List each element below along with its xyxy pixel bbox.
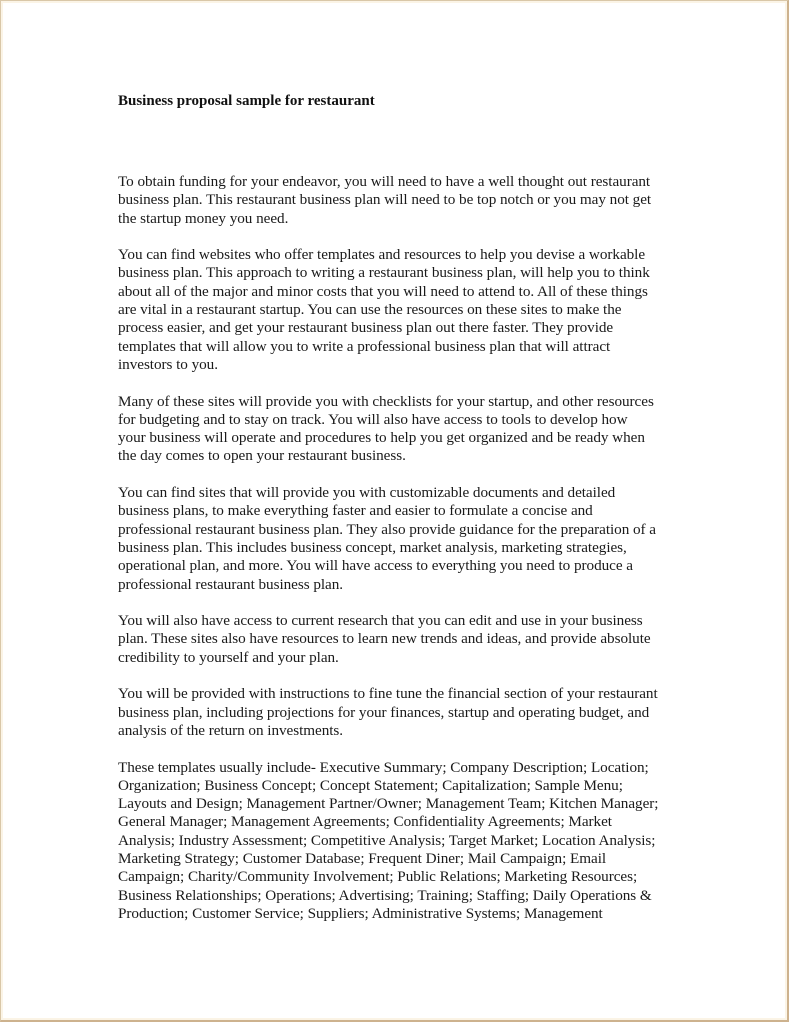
document-content [118, 91, 683, 941]
text-line: Organization; Business Concept; Concept Statement; Capitalization; Sample Menu; [118, 776, 623, 794]
text-line: process easier, and get your restaurant business plan out there faster. They provide [118, 319, 614, 337]
paragraph-templates-include [118, 759, 683, 924]
text-line: business plan, including projections for your finances, startup and operating budget, and [118, 703, 650, 721]
text-line: Business Relationships; Operations; Advertising; Training; Staffing; Daily Operations & [118, 886, 652, 904]
text-line: Production; Customer Service; Suppliers; Administrative Systems; Management [118, 904, 603, 922]
document-body [118, 173, 683, 923]
text-line: professional restaurant business plan. They also provide guidance for the preparation of a [118, 520, 657, 538]
text-line: your business will operate and procedures to help you get organized and be ready when [118, 429, 645, 447]
paragraph-research [118, 612, 683, 667]
text-line: plan. These sites also have resources to learn new trends and ideas, and provide absolute [118, 630, 651, 648]
text-line: professional restaurant business plan. [118, 575, 344, 593]
text-line: Many of these sites will provide you with checklists for your startup, and other resources [118, 392, 654, 410]
paragraph-funding [118, 173, 683, 228]
text-line: You will be provided with instructions to fine tune the financial section of your restaurant [118, 685, 658, 703]
text-line: To obtain funding for your endeavor, you will need to have a well thought out restaurant [118, 173, 651, 190]
text-line: You can find sites that will provide you with customizable documents and detailed [118, 484, 616, 502]
text-line: Layouts and Design; Management Partner/Owner; Management Team; Kitchen Manager; [118, 795, 659, 813]
text-line: about all of the major and minor costs that you will need to attend to. All of these things [118, 282, 648, 300]
paragraph-customizable-documents [118, 484, 683, 594]
text-line: You can find websites who offer templates and resources to help you devise a workable [118, 246, 646, 264]
document-title: Business proposal sample for restaurant [118, 93, 375, 109]
text-line: General Manager; Management Agreements; Confidentiality Agreements; Market [118, 813, 612, 831]
text-line: business plan. This approach to writing a restaurant business plan, will help you to think [118, 264, 650, 282]
text-line: analysis of the return on investments. [118, 721, 344, 739]
text-line: Analysis; Industry Assessment; Competitive Analysis; Target Market; Location Analysis; [118, 831, 656, 849]
text-line: the startup money you need. [118, 209, 289, 227]
text-line: the day comes to open your restaurant business. [118, 447, 406, 465]
text-line: Campaign; Charity/Community Involvement; Public Relations; Marketing Resources; [118, 868, 638, 886]
text-line: credibility to yourself and your plan. [118, 648, 339, 666]
text-line: templates that will allow you to write a professional business plan that will attract [118, 337, 611, 355]
text-line: These templates usually include- Executive Summary; Company Description; Location; [118, 758, 649, 776]
paragraph-financial [118, 685, 683, 740]
paragraph-websites [118, 246, 683, 374]
text-line: are vital in a restaurant startup. You can use the resources on these sites to make the [118, 301, 622, 319]
text-line: business plans, to make everything faster and easier to formulate a concise and [118, 502, 593, 520]
text-line: investors to you. [118, 355, 218, 373]
text-line: for budgeting and to stay on track. You will also have access to tools to develop how [118, 410, 628, 428]
text-line: business plan. This restaurant business plan will need to be top notch or you may not get [118, 191, 652, 209]
text-line: business plan. This includes business concept, market analysis, marketing strategies, [118, 538, 627, 556]
text-line: You will also have access to current research that you can edit and use in your business [118, 612, 643, 630]
text-line: Marketing Strategy; Customer Database; Frequent Diner; Mail Campaign; Email [118, 849, 607, 867]
paragraph-checklists [118, 393, 683, 466]
text-line: operational plan, and more. You will have access to everything you need to produce a [118, 557, 633, 575]
